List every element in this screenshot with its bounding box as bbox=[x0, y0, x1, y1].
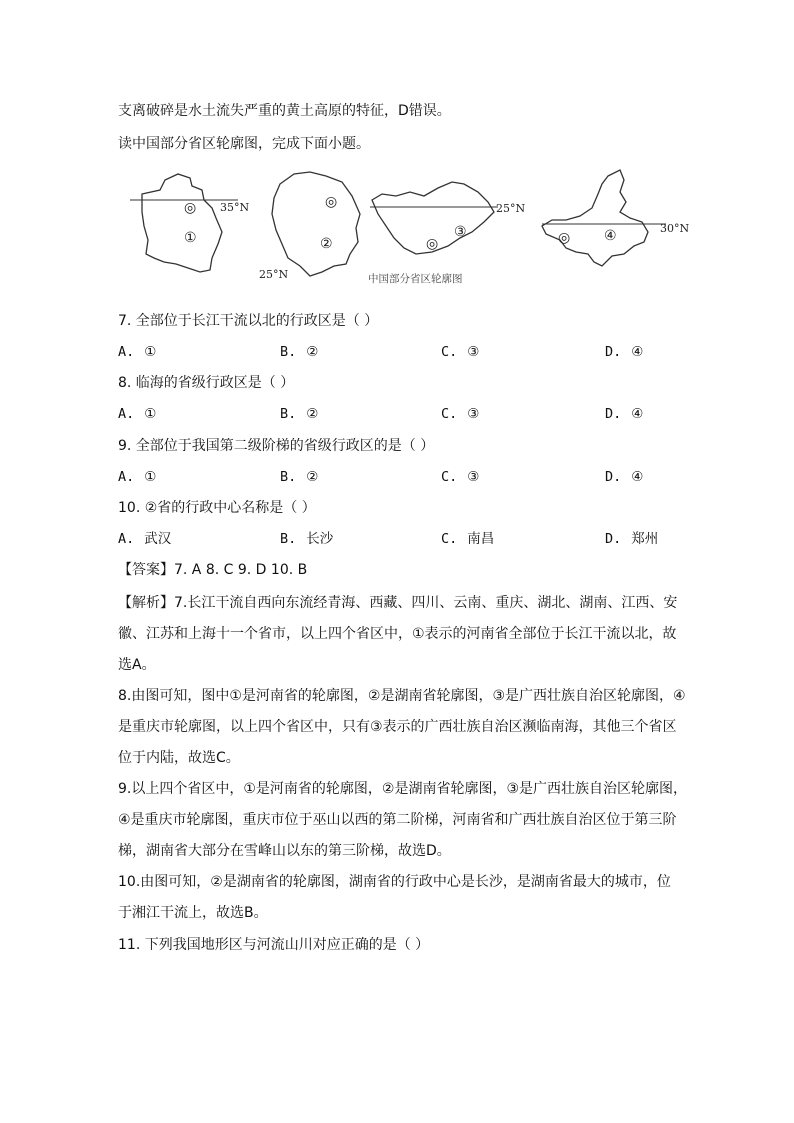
map-4-number: ④ bbox=[604, 228, 617, 244]
option-value: 武汉 bbox=[144, 531, 172, 547]
option-key: C. bbox=[441, 406, 458, 422]
option-key: A. bbox=[118, 469, 135, 485]
analysis-line: 10.由图可知，②是湖南省的轮廓图，湖南省的行政中心是长沙，是湖南省最大的城市，位 bbox=[118, 874, 671, 890]
option-key: B. bbox=[280, 531, 297, 547]
option-key: D. bbox=[605, 344, 622, 360]
option-value: ④ bbox=[631, 406, 644, 422]
map-1-capital-icon: ◎ bbox=[184, 200, 197, 216]
question-7-stem: 7. 全部位于长江干流以北的行政区是（ ） bbox=[118, 313, 379, 329]
q10-option-d[interactable] bbox=[605, 529, 658, 549]
q7-option-d[interactable] bbox=[605, 342, 643, 362]
q9-option-c[interactable] bbox=[441, 467, 479, 487]
map-4-container bbox=[536, 166, 696, 291]
option-value: ① bbox=[144, 469, 157, 485]
option-key: B. bbox=[280, 344, 297, 360]
option-value: ③ bbox=[467, 406, 480, 422]
map-2-hunan-outline bbox=[259, 172, 360, 281]
option-value: ④ bbox=[631, 469, 644, 485]
map-2-latitude: 25°N bbox=[259, 268, 289, 281]
analysis-line: 于湘江干流上，故选B。 bbox=[118, 905, 268, 921]
map-1-henan-outline bbox=[130, 174, 249, 272]
figure-caption: 中国部分省区轮廓图 bbox=[368, 273, 463, 285]
map-2-capital-icon: ◎ bbox=[325, 194, 338, 210]
analysis-line: 选A。 bbox=[118, 657, 156, 673]
map-4-chongqing-outline bbox=[542, 170, 689, 266]
option-value: ③ bbox=[467, 469, 480, 485]
map-3-number: ③ bbox=[454, 224, 467, 240]
option-value: 郑州 bbox=[631, 531, 659, 547]
analysis-line: 位于内陆，故选C。 bbox=[118, 750, 240, 766]
analysis-line: 9.以上四个省区中，①是河南省的轮廓图，②是湖南省轮廓图，③是广西壮族自治区轮廓图， bbox=[118, 781, 688, 797]
q9-option-d[interactable] bbox=[605, 467, 643, 487]
option-key: C. bbox=[441, 469, 458, 485]
option-key: C. bbox=[441, 531, 458, 547]
intro-text: 支离破碎是水土流失严重的黄土高原的特征，D错误。 bbox=[118, 103, 451, 119]
province-outline-figure bbox=[120, 166, 540, 291]
option-key: D. bbox=[605, 406, 622, 422]
q10-option-a[interactable] bbox=[118, 529, 171, 549]
question-11-stem: 11. 下列我国地形区与河流山川对应正确的是（ ） bbox=[118, 937, 430, 953]
question-8-stem: 8. 临海的省级行政区是（ ） bbox=[118, 375, 295, 391]
answer-line: 【答案】7. A 8. C 9. D 10. B bbox=[118, 562, 308, 578]
q7-option-b[interactable] bbox=[280, 342, 318, 362]
analysis-line: 徽、江苏和上海十一个省市，以上四个省区中，①表示的河南省全部位于长江干流以北，故 bbox=[118, 626, 677, 642]
option-key: A. bbox=[118, 531, 135, 547]
option-value: ① bbox=[144, 344, 157, 360]
option-key: C. bbox=[441, 344, 458, 360]
map-3-latitude: 25°N bbox=[496, 202, 526, 215]
q10-option-b[interactable] bbox=[280, 529, 333, 549]
map-3-capital-icon: ◎ bbox=[426, 236, 439, 252]
analysis-line: 梯，湖南省大部分在雪峰山以东的第三阶梯，故选D。 bbox=[118, 843, 451, 859]
option-value: 长沙 bbox=[306, 531, 334, 547]
analysis-line: 【解析】7.长江干流自西向东流经青海、西藏、四川、云南、重庆、湖北、湖南、江西、安 bbox=[118, 595, 678, 611]
analysis-line: ④是重庆市轮廓图，重庆市位于巫山以西的第二阶梯，河南省和广西壮族自治区位于第三阶 bbox=[118, 812, 677, 828]
analysis-line: 8.由图可知，图中①是河南省的轮廓图，②是湖南省轮廓图，③是广西壮族自治区轮廓图，④ bbox=[118, 688, 686, 704]
option-key: A. bbox=[118, 406, 135, 422]
option-key: D. bbox=[605, 531, 622, 547]
map-4-capital-icon: ◎ bbox=[558, 230, 571, 246]
instruction-text: 读中国部分省区轮廓图，完成下面小题。 bbox=[118, 136, 370, 152]
map-1-latitude: 35°N bbox=[220, 201, 250, 214]
option-value: ③ bbox=[467, 344, 480, 360]
analysis-line: 是重庆市轮廓图，以上四个省区中，只有③表示的广西壮族自治区濒临南海，其他三个省区 bbox=[118, 719, 677, 735]
map-4-latitude: 30°N bbox=[660, 222, 690, 235]
option-value: 南昌 bbox=[467, 531, 495, 547]
q8-option-b[interactable] bbox=[280, 404, 318, 424]
option-key: B. bbox=[280, 406, 297, 422]
option-value: ④ bbox=[631, 344, 644, 360]
q7-option-c[interactable] bbox=[441, 342, 479, 362]
option-key: B. bbox=[280, 469, 297, 485]
q8-option-c[interactable] bbox=[441, 404, 479, 424]
option-key: A. bbox=[118, 344, 135, 360]
q10-option-c[interactable] bbox=[441, 529, 494, 549]
option-value: ② bbox=[306, 406, 319, 422]
option-key: D. bbox=[605, 469, 622, 485]
map-1-number: ① bbox=[184, 230, 197, 246]
option-value: ② bbox=[306, 344, 319, 360]
q9-option-a[interactable] bbox=[118, 467, 156, 487]
option-value: ① bbox=[144, 406, 157, 422]
question-10-stem: 10. ②省的行政中心名称是（ ） bbox=[118, 500, 316, 516]
question-9-stem: 9. 全部位于我国第二级阶梯的省级行政区的是（ ） bbox=[118, 438, 435, 454]
q7-option-a[interactable] bbox=[118, 342, 156, 362]
q9-option-b[interactable] bbox=[280, 467, 318, 487]
q8-option-a[interactable] bbox=[118, 404, 156, 424]
map-3-guangxi-outline bbox=[368, 182, 525, 285]
map-2-number: ② bbox=[320, 236, 333, 252]
option-value: ② bbox=[306, 469, 319, 485]
q8-option-d[interactable] bbox=[605, 404, 643, 424]
